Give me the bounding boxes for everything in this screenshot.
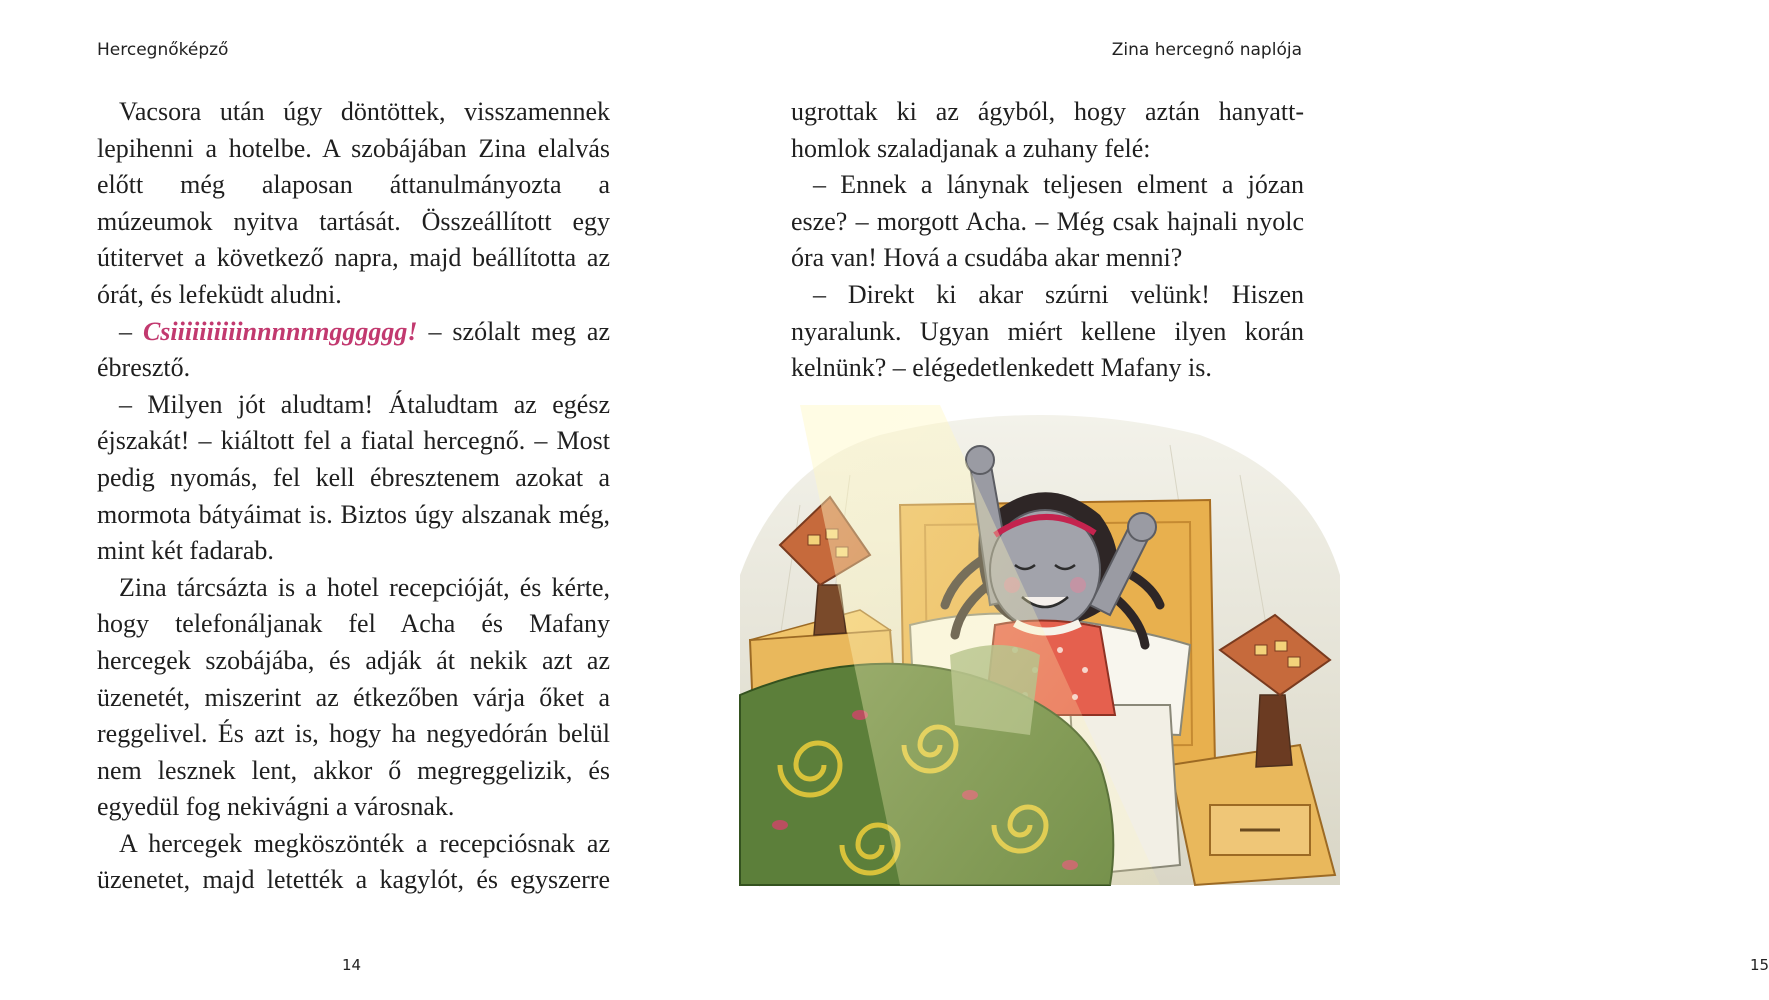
paragraph-rest: – szólalt meg az ébresztő. xyxy=(97,316,611,383)
bedroom-illustration xyxy=(740,405,1340,885)
paragraph: A hercegek megköszönték a recepciósnak az üzenetet, majd letették a kagylót, és egyszerre xyxy=(97,828,610,895)
page-number-right: 15 xyxy=(1750,956,1769,974)
left-body-text xyxy=(97,94,610,936)
paragraph-alarm xyxy=(97,314,610,387)
running-head-left: Hercegnőképző xyxy=(97,40,229,60)
paragraph: Zina tárcsázta is a hotel recepcióját, és kérte, hogy telefonáljanak fel Acha és Mafany hercegek szobájába, és adják át nekik azt az üzenetét, miszerint az étkezőben várja őket a reggelivel. És azt is, hogy ha negyedórán belül nem lesznek lent, akkor ő megreggelizik, és egyedül fog nekivágni a városnak. xyxy=(97,572,610,822)
paragraph: – Direkt ki akar szúrni velünk! Hiszen nyaralunk. Ugyan miért kellene ilyen korán kelnünk? – elégedetlenkedett Mafany is. xyxy=(791,279,1304,383)
paragraph: Vacsora után úgy döntöttek, visszamennek lepihenni a hotelbe. A szobájában Zina elalvás előtt még alaposan áttanulmányozta a múzeumok nyitva tartását. Összeállított egy útitervet a következő napra, majd beállította az órát, és lefeküdt aludni. xyxy=(97,97,610,309)
dash: – xyxy=(119,316,143,346)
page-number-left: 14 xyxy=(342,956,362,974)
paragraph: – Milyen jót aludtam! Átaludtam az egész éjszakát! – kiáltott fel a fiatal hercegnő. – Most pedig nyomás, fel kell ébresztenem azokat a mormota bátyáimat is. Biztos úgy alszanak még, mint két fadarab. xyxy=(97,389,610,566)
running-head-right: Zina hercegnő naplója xyxy=(1111,40,1302,60)
girl-waking-up-image xyxy=(740,405,1340,885)
alarm-sound-text: Csiiiiiiiiiinnnnnngggggg! xyxy=(142,316,418,346)
paragraph: – Ennek a lánynak teljesen elment a józan esze? – morgott Acha. – Még csak hajnali nyolc óra van! Hová a csudába akar menni? xyxy=(791,170,1304,273)
right-body-text xyxy=(791,94,1304,387)
left-page xyxy=(0,0,715,1000)
paragraph: ugrottak ki az ágyból, hogy aztán hanyatt-homlok szaladjanak a zuhany felé: xyxy=(791,97,1304,163)
